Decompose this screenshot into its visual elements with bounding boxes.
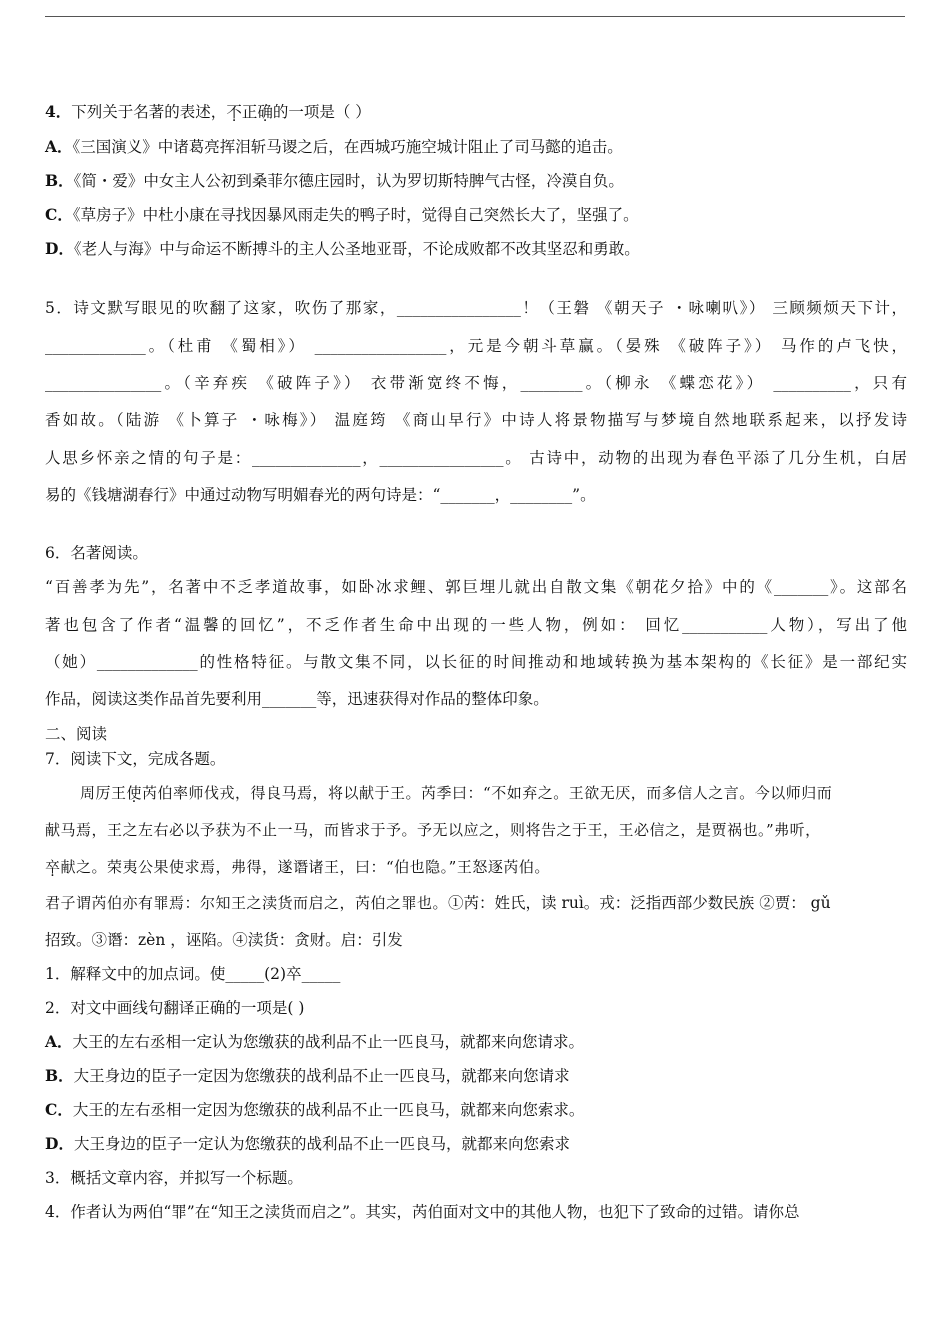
annotation-text: ①芮：姓氏，读 ruì。戎：泛指西部少数民族 ②贾： gǔ xyxy=(448,894,831,912)
q7-sub-1: 1．解释文中的加点词。使_____(2)卒_____ xyxy=(45,965,341,983)
q6-title: 6．名著阅读。 xyxy=(45,544,148,562)
q4-stem-a: 下列关于名著的表述， xyxy=(71,103,227,121)
q7-option-d xyxy=(45,1134,570,1154)
option-text: 大王身边的臣子一定认为您缴获的战利品不止一匹良马，就都来向您索求 xyxy=(73,1135,570,1153)
passage-dotted-word-shi: 使 xyxy=(126,784,143,802)
q7-title: 7．阅读下文，完成各题。 xyxy=(45,750,226,768)
q4-stem-mid: 正 xyxy=(241,103,258,121)
option-letter: A． xyxy=(45,1032,73,1051)
q4-stem xyxy=(45,102,371,122)
q4-stem-b: 的一项是（ ） xyxy=(272,103,371,121)
option-text: 《简・爱》中女主人公初到桑菲尔德庄园时，认为罗切斯特脾气古怪，冷漠自负。 xyxy=(73,172,624,190)
passage-dotted-word-zu: 卒 xyxy=(45,858,61,876)
q5-line-1: 5．诗文默写眼见的吹翻了这家，吹伤了那家，________________！（王磐 《朝天子 ・咏喇叭》） 三顾频烦天下计， xyxy=(45,299,907,317)
q4-dotted-char-2: 确 xyxy=(257,103,273,121)
option-letter: B． xyxy=(45,1066,74,1085)
passage-line-4 xyxy=(45,893,831,913)
option-letter: B． xyxy=(45,171,74,190)
option-text: 大王的左右丞相一定因为您缴获的战利品不止一匹良马，就都来向您索求。 xyxy=(72,1101,585,1119)
q5-line-5: 人思乡怀亲之情的句子是：______________，________________。 古诗中，动物的出现为春色平添了几分生机，白居 xyxy=(45,449,907,467)
option-letter: D． xyxy=(45,1134,74,1153)
q5-line-4: 香如故。（陆游 《卜算子 ・咏梅》） 温庭筠 《商山早行》中诗人将景物描写与梦境自然地联系起来，以抒发诗 xyxy=(45,411,907,429)
q6-line-1: “百善孝为先”，名著中不乏孝道故事，如卧冰求鲤、郭巨埋儿就出自散文集《朝花夕拾》中的《_______》。这部名 xyxy=(45,578,907,596)
passage-line-3 xyxy=(45,857,550,877)
q5-line-2: _____________。（杜甫 《蜀相》） _________________，元是今朝斗草赢。（晏殊 《破阵子》） 马作的卢飞快， xyxy=(45,337,907,355)
passage-text: 君子谓芮伯亦有罪焉：尔知王之渎货而启之，芮伯之罪也。 xyxy=(45,894,449,912)
q4-dotted-char-1: 不 xyxy=(226,103,242,121)
option-text: 大王的左右丞相一定认为您缴获的战利品不止一匹良马，就都来向您请求。 xyxy=(72,1033,585,1051)
q5-line-6: 易的《钱塘湖春行》中通过动物写明媚春光的两句诗是：“_______，________”。 xyxy=(45,486,596,504)
q4-number: 4． xyxy=(45,102,72,121)
section-title-reading: 二、阅读 xyxy=(45,725,108,743)
q4-option-b xyxy=(45,171,624,191)
option-text: 《老人与海》中与命运不断搏斗的主人公圣地亚哥，不论成败都不改其坚忍和勇敢。 xyxy=(73,240,640,258)
option-text: 大王身边的臣子一定因为您缴获的战利品不止一匹良马，就都来向您请求 xyxy=(73,1067,570,1085)
option-letter: C． xyxy=(45,205,73,224)
q6-line-2: 著也包含了作者“温馨的回忆”，不乏作者生命中出现的一些人物，例如： 回忆___________人物），写出了他 xyxy=(45,616,907,634)
q6-line-4: 作品，阅读这类作品首先要利用_______等，迅速获得对作品的整体印象。 xyxy=(45,690,549,708)
q4-option-c xyxy=(45,205,639,225)
q7-option-c xyxy=(45,1100,584,1120)
passage-line-1 xyxy=(80,783,832,803)
header-rule xyxy=(45,16,905,17)
option-letter: A． xyxy=(45,137,73,156)
passage-line-5: 招致。③谮：zèn ，诬陷。④渎货：贪财。启：引发 xyxy=(45,931,403,949)
q4-option-d xyxy=(45,239,640,259)
passage-text: 芮伯率师伐戎，得良马焉，将以献于王。芮季曰：“不如弃之。王欲无厌，而多信人之言。今以师归而 xyxy=(142,784,833,802)
passage-line-2: 献马焉，王之左右必以予获为不止一马，而皆求于予。予无以应之，则将告之于王，王必信之，是贾祸也。”弗听， xyxy=(45,821,821,839)
q7-sub-4: 4．作者认为两伯“罪”在“知王之渎货而启之”。其实，芮伯面对文中的其他人物，也犯下了致命的过错。请你总 xyxy=(45,1203,800,1221)
q7-option-a xyxy=(45,1032,584,1052)
passage-text: 献之。荣夷公果使求焉，弗得，遂谮诸王，曰：“伯也隐。”王怒逐芮伯。 xyxy=(60,858,550,876)
option-text: 《三国演义》中诸葛亮挥泪斩马谡之后，在西城巧施空城计阻止了司马懿的追击。 xyxy=(72,138,623,156)
q5-line-3: _______________。（辛弃疾 《破阵子》） 衣带渐宽终不悔，________。（柳永 《蝶恋花》） __________，只有 xyxy=(45,374,907,392)
q7-sub-2: 2．对文中画线句翻译正确的一项是( ) xyxy=(45,999,305,1017)
option-letter: C． xyxy=(45,1100,73,1119)
option-letter: D． xyxy=(45,239,74,258)
option-text: 《草房子》中杜小康在寻找因暴风雨走失的鸭子时，觉得自己突然长大了，坚强了。 xyxy=(72,206,639,224)
q7-sub-3: 3．概括文章内容，并拟写一个标题。 xyxy=(45,1169,303,1187)
q4-option-a xyxy=(45,137,623,157)
q7-option-b xyxy=(45,1066,570,1086)
passage-text: 周厉王 xyxy=(80,784,127,802)
q6-line-3: （她）_____________的性格特征。与散文集不同，以长征的时间推动和地域转换为基本架构的《长征》是一部纪实 xyxy=(45,653,907,671)
